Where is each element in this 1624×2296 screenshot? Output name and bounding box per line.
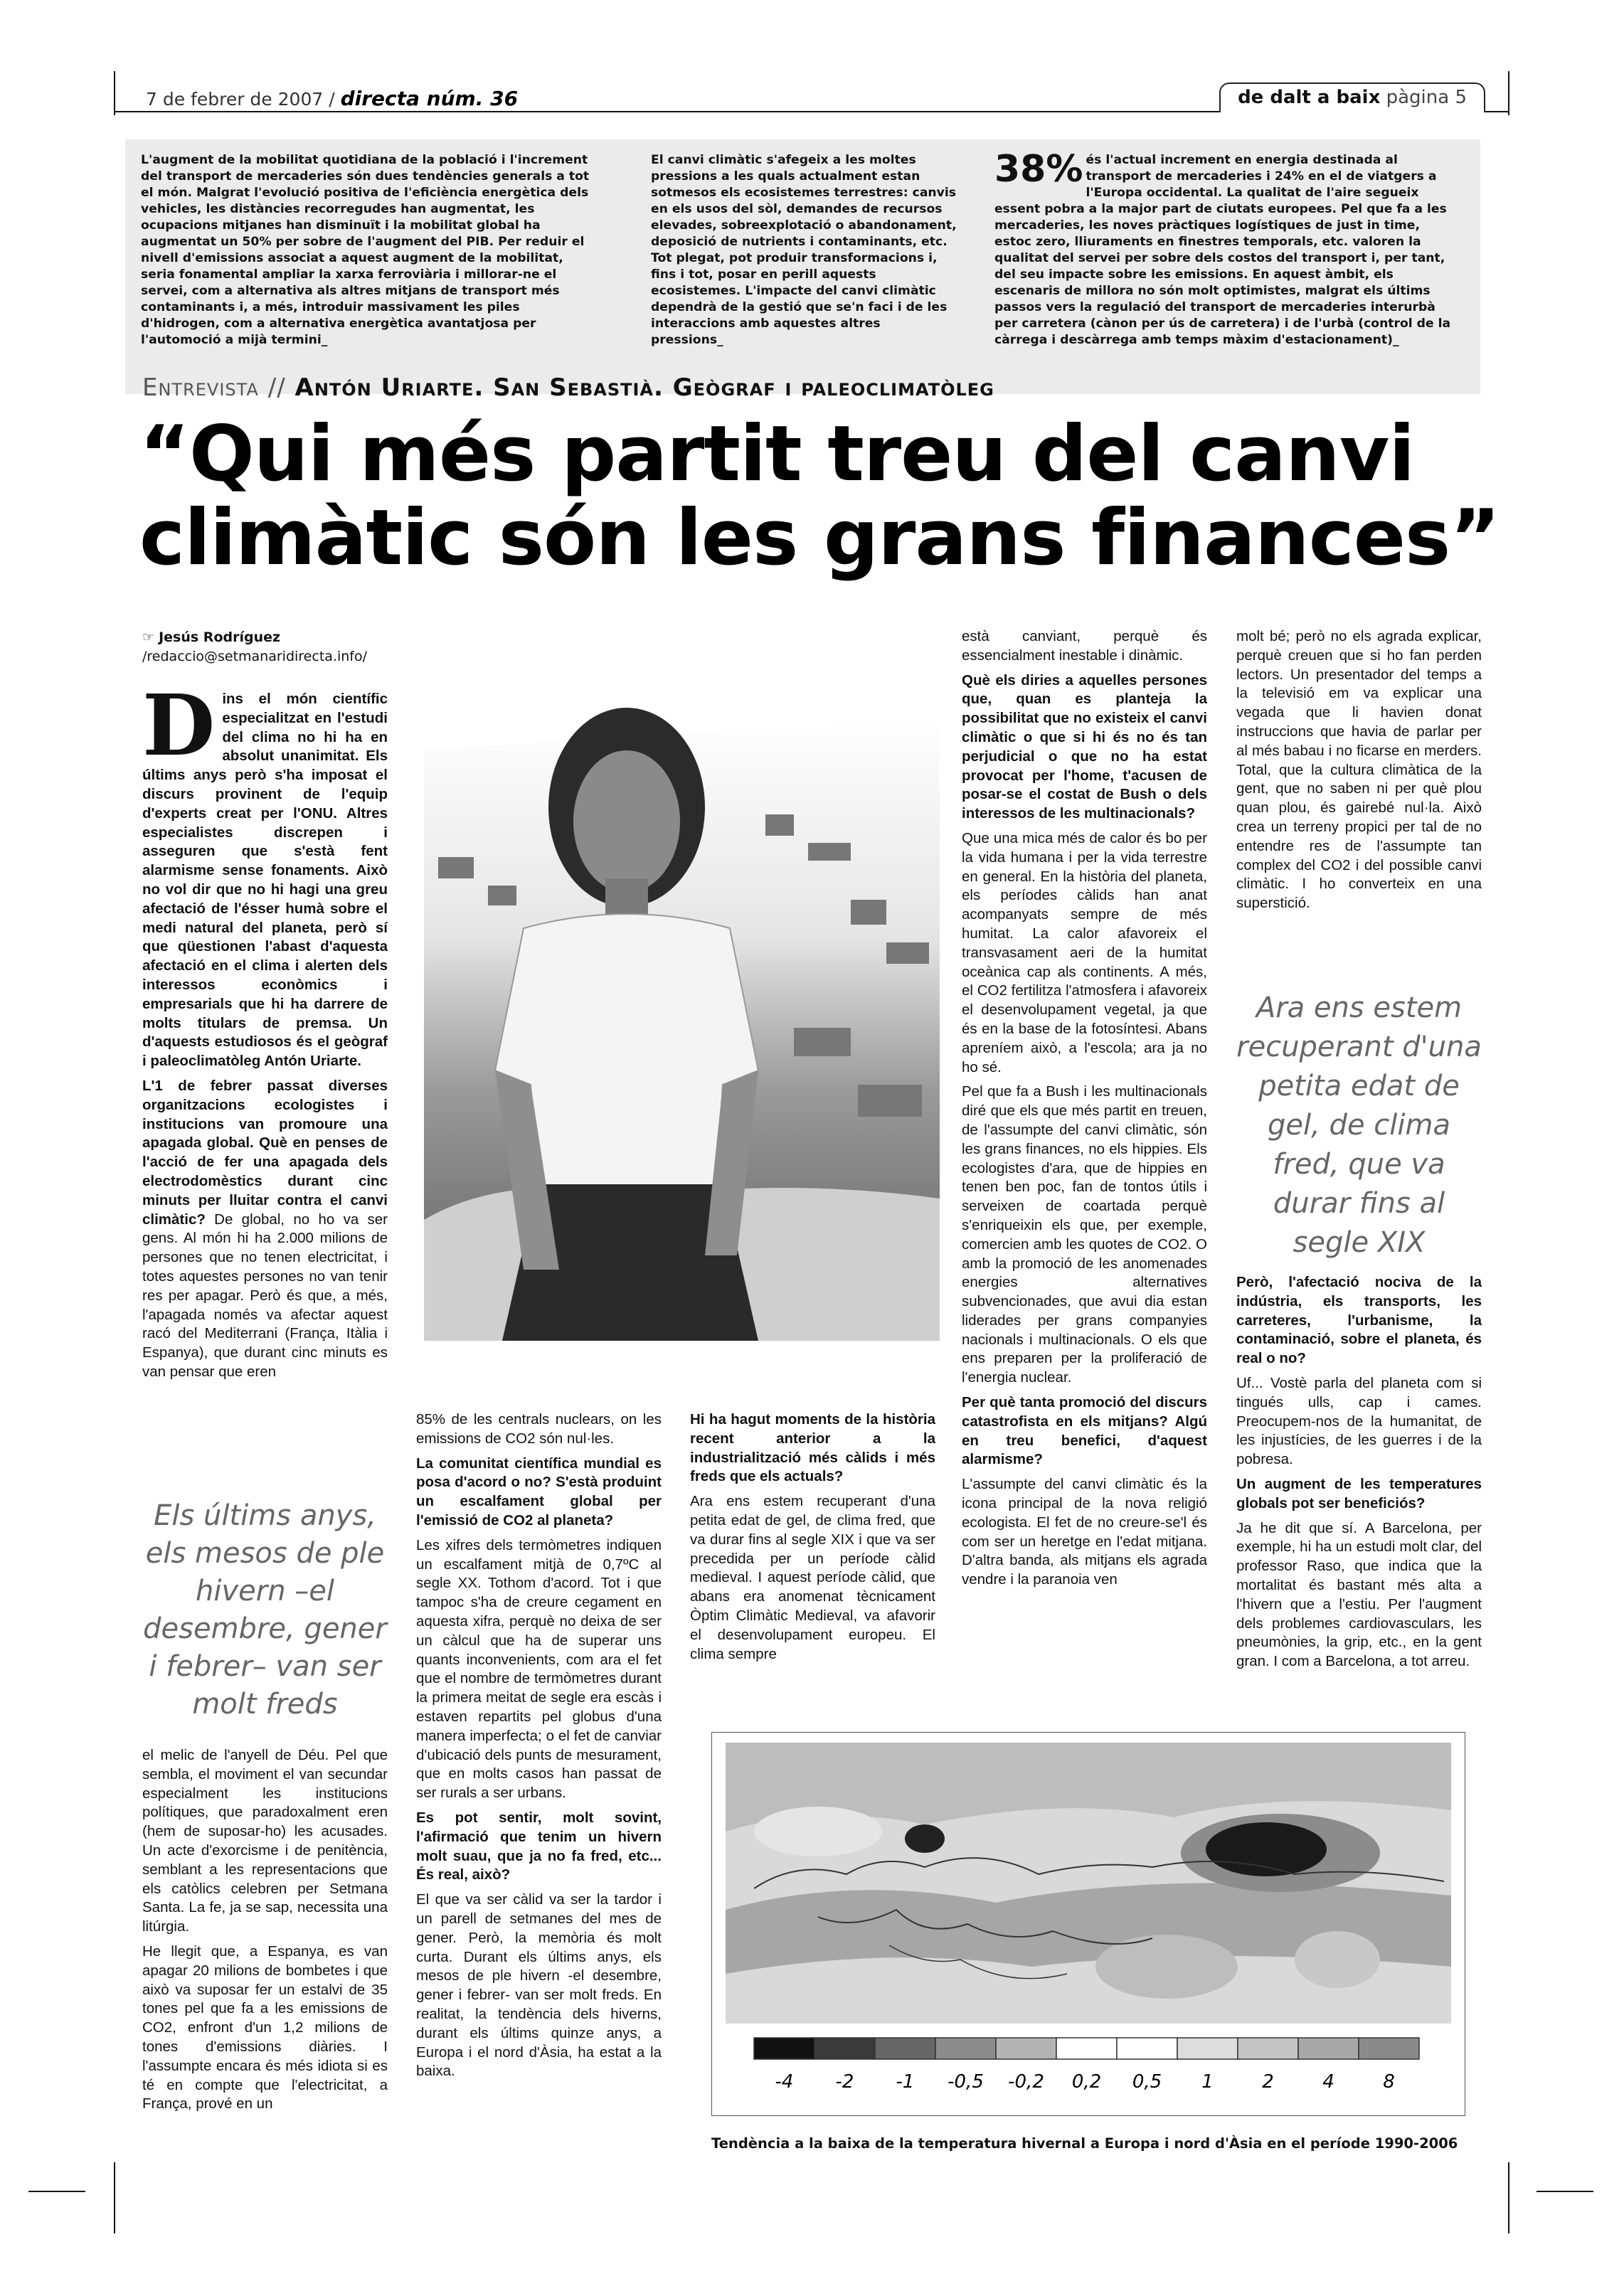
scale-label: 0,2 [1071, 2071, 1102, 2093]
scale-label: -0,5 [948, 2071, 984, 2093]
temperature-map [711, 1732, 1465, 2116]
column-5: molt bé; però no els agrada explicar, perquè creuen que si ho fan perden lectors. Un presentador del temps a la televisió em va explicar una vegada que li havien donat instruccions que havia de parlar per al més babau i no ficarse en merders. Total, que la cultura climàtica de la gent, que no saben ni per què plou quan plou, és gairebé nul·la. Això crea un terreny propici per tal de no entendre res de l'assumpte tan complex del CO2 i del possible canvi climàtic. I ho converteix en una superstició. [1236, 628, 1482, 912]
kicker: Entrevista // Antón Uriarte. San Sebastià. Geògraf i paleoclimatòleg [142, 373, 994, 402]
scale-label: -4 [775, 2071, 794, 2093]
scale-label: -1 [896, 2071, 915, 2093]
crop-mark [28, 2191, 85, 2192]
headline: “Qui més partit treu del canvi climàtic són les grans finances” [139, 410, 1500, 583]
drop-cap: D [142, 676, 216, 775]
section-tab: de dalt a baix pàgina 5 [1219, 83, 1485, 112]
info-box-right [994, 148, 1457, 349]
column-2: 85% de les centrals nuclears, on les emissions de CO2 són nul·les. La comunitat científica mundial es posa d'acord o no? S'està produint un escalfament global per l'emissió de CO2 al planeta? Les xifres dels termòmetres indiquen un escalfament mitjà de 0,7ºC al segle XX. Tothom d'acord. Tot i que tampoc s'ha de creure cegament en aquesta xifra, perquè no deixa de ser un càlcul que ha de superar uns quants inconvenients, com ara el fet que el nombre de termòmetres durant la primera meitat de segle era escàs i estaven repartits pel globus d'una manera imperfecta; o el fet de canviar d'ubicació dels punts de mesurament, que en molts casos han passat de ser rurals a ser urbans. Es pot sentir, molt sovint, l'afirmació que tenim un hivern molt suau, que ja no fa fred, etc... És real, això? El que va ser càlid va ser la tardor i un parell de setmanes del mes de gener. Però, la memòria és molt curta. Durant els últims anys, els mesos de ple hivern -el desembre, gener i febrer- van ser molt freds. En realitat, la tendència dels hiverns, durant els últims quinze anys, a Europa i el nord d'Àsia, ha estat a la baixa. [416, 1411, 662, 2080]
scale-label: 0,5 [1132, 2071, 1162, 2093]
scale-swatch [1117, 2038, 1177, 2059]
column-1: Dins el món científic especialitzat en l'estudi del clima no hi ha en absolut unanimitat. Els últims anys però s'ha imposat el discurs provinent de l'equip d'experts creat per l'ONU. Altres especialistes discrepen i asseguren que s'està fent alarmisme sense fonaments. Això no vol dir que no hi hagi una greu afectació de l'ésser humà sobre el medi natural del planeta, però sí que qüestionen l'abast d'aquesta afectació en el clima i alerten dels interessos econòmics i empresarials que hi ha darrere de molts titulars de premsa. Un d'aquests estudiosos és el geògraf i paleoclimatòleg Antón Uriarte. L'1 de febrer passat diverses organitzacions ecologistes i institucions van promoure una apagada global. Què en penses de l'acció de fer una apagada dels electrodomèstics durant cinc minuts per lluitar contra el canvi climàtic? De global, no ho va ser gens. Al món hi ha 2.000 milions de persones que no tenen electricitat, i totes aquestes persones no van tenir res per apagar. Però és que, a més, l'apagada només va afectar aquest racó del Mediterrani (França, Itàlia i Espanya), que durant cinc minuts es van pensar que eren [142, 676, 388, 1380]
column-4: està canviant, perquè és essencialment inestable i dinàmic. Què els diries a aquelles persones que, quan es planteja la possibilitat que no existeix el canvi climàtic o que si hi és no és tan perjudicial o que no ha estat provocat per l'home, t'acusen de posar-se el costat de Bush o dels interessos de les multinacionals? Que una mica més de calor és bo per la vida humana i per la vida terrestre en general. En la història del planeta, els períodes càlids han anat acompanyats sempre de més humitat. La calor afavoreix el transvasament aeri de la humitat oceànica cap als continents. A més, el CO2 fertilitza l'atmosfera i afavoreix el desenvolupament vegetal, ja que és en la base de la fotosíntesi. Abans apreníem això, a l'escola; ara ja no ho sé. Pel que fa a Bush i les multinacionals diré que els que més partit en treuen, de l'assumpte del canvi climàtic, són les grans finances, no els hippies. Els ecologistes d'ara, que de hippies en tenen ben poc, fan de tontos útils i serveixen de coartada perquè s'enriqueixin els que, per exemple, comercien amb les quotes de CO2. O amb la promoció de les anomenades energies alternatives subvencionades, que avui dia estan liderades per grans companyies nacionals i multinacionals. O els que ens preparen per la proliferació de l'energia nuclear. Per què tanta promoció del discurs catastrofista en els mitjans? Algú en treu benefici, d'aquest alarmisme? L'assumpte del canvi climàtic és la icona principal de la nova religió ecologista. El fet de no creure-se'l és com ser un heretge en l'edat mitjana. D'altra banda, als mitjans els agrada vendre i la paranoia ven [962, 628, 1207, 1588]
crop-mark [114, 2162, 115, 2233]
map-caption: Tendència a la baixa de la temperatura hivernal a Europa i nord d'Àsia en el període 1990-2006 [711, 2135, 1458, 2152]
scale-swatch [1298, 2038, 1359, 2059]
scale-label: -2 [835, 2071, 854, 2093]
crop-mark [1508, 71, 1509, 115]
column-1-continued: el melic de l'anyell de Déu. Pel que sembla, el moviment el van secundar especialment les institucions polítiques, que paradoxalment eren (hem de suposar-ho) les acusades. Un acte d'exorcisme i de penitència, semblant a les representacions que els catòlics celebren per Setmana Santa. La fe, ja se sap, necessita una litúrgia. He llegit que, a Espanya, es van apagar 20 milions de bombetes i que això va suposar fer un estalvi de 35 tones pel que fa a les emissions de CO2, enfront d'un 1,2 milions de tones d'emissions diàries. I l'assumpte encara és més idiota si es té en compte que l'electricitat, a França, prové en un [142, 1747, 388, 2112]
scale-swatch [875, 2038, 935, 2059]
pointing-hand-icon: ☞ [142, 629, 155, 645]
info-box-left: L'augment de la mobilitat quotidiana de la població i l'increment del transport de mercaderies són dues tendències generals a tot el món. Malgrat l'evolució positiva de l'eficiència energètica dels vehicles, les distàncies recorregudes han augmentat, les ocupacions mitjanes han disminuït i la mobilitat global ha augmentat un 50% per sobre de l'augment del PIB. Per reduir el nivell d'emissions associat a aquest augment de la mobilitat, seria fonamental ampliar la xarxa ferroviària i millorar-ne el servei, com a alternativa als altres mitjans de transport més contaminants i, a més, introduir massivament les piles d'hidrogen, com a alternativa energètica avantatjosa per l'automoció a mijà termini_ [141, 153, 590, 347]
map-field [726, 1743, 1451, 2024]
crop-mark [1508, 2162, 1509, 2233]
pull-quote: Ara ens estem recuperant d'una petita edat de gel, de clima fred, que va durar fins al segle XIX [1236, 992, 1482, 1259]
scale-swatch [754, 2038, 814, 2059]
header-date: 7 de febrer de 2007 / directa núm. 36 [146, 87, 519, 110]
publication-name: directa núm. 36 [340, 87, 519, 110]
scale-swatch [1359, 2038, 1419, 2059]
info-box-middle: El canvi climàtic s'afegeix a les moltes pressions a les quals actualment estan sotmesos els ecosistemes terrestres: canvis en els usos del sòl, demandes de recursos elevades, sobreexplotació o abandonament, deposició de nutrients i contaminants, etc. Tot plegat, pot produir transformacions i, fins i tot, posar en perill aquests ecosistemes. L'impacte del canvi climàtic dependrà de la gestió que se'n faci i de les interaccions amb aquestes altres pressions_ [651, 153, 957, 347]
byline [142, 628, 367, 666]
crop-mark [114, 71, 115, 115]
scale-label: 4 [1322, 2071, 1334, 2093]
scale-label: 2 [1262, 2071, 1274, 2093]
author-email: /redaccio@setmanaridirecta.info/ [142, 649, 367, 664]
scale-swatch [1238, 2038, 1298, 2059]
scale-label: 1 [1201, 2071, 1214, 2093]
scale-swatch [935, 2038, 996, 2059]
stat-figure: 38% [994, 148, 1083, 191]
scale-label: -0,2 [1008, 2071, 1044, 2093]
author-name: Jesús Rodríguez [159, 629, 281, 645]
scale-label: 8 [1383, 2071, 1395, 2093]
scale-swatch [1177, 2038, 1238, 2059]
scale-swatch [814, 2038, 875, 2059]
scale-swatch [1056, 2038, 1117, 2059]
column-3: Hi ha hagut moments de la història recent anterior a la industrialització més càlids i més freds que els actuals? Ara ens estem recuperant d'una petita edat de gel, de clima fred, que va durar fins al segle XIX i que va ser precedida per un període càlid medieval. I aquest període càlid, que abans era anomenat tècnicament Òptim Climàtic Medieval, va afavorir el desenvolupament europeu. El clima sempre [690, 1411, 935, 1662]
pull-quote: Els últims anys, els mesos de ple hivern –el desembre, gener i febrer– van ser molt freds [143, 1499, 387, 1721]
stat-text: és l'actual increment en energia destinada al transport de mercaderies i 24% en el de viatgers a l'Europa occidental. La qualitat de l'aire segueix essent pobra a la major part de ciutats europees. Pel que fa a les mercaderies, les noves pràctiques logístiques de just in time, estoc zero, lliuraments en finestres temporals, etc. valoren la qualitat del servei per sobre dels costos del transport i, per tant, del seu impacte sobre les emissions. En aquest àmbit, els escenaris de millora no són molt optimistes, malgrat els últims passos vers la regulació del transport de mercaderies interurbà per carretera (cànon per ús de carretera) i de l'urbà (control de la càrrega i descàrrega amb temps màxim d'estacionament)_ [994, 153, 1451, 347]
scale-swatch [996, 2038, 1056, 2059]
interview-photo [424, 629, 940, 1341]
crop-mark [1537, 2191, 1593, 2192]
column-5-continued: Però, l'afectació nociva de la indústria, els transports, les carreteres, l'urbanisme, la contaminació, sobre el planeta, és real o no? Uf... Vostè parla del planeta com si tingués ulls, cap i cames. Preocupem-nos de la humanitat, de les injustícies, de les guerres i de la pobresa. Un augment de les temperatures globals pot ser beneficiós? Ja he dit que sí. A Barcelona, per exemple, hi ha un estudi molt clar, del professor Raso, que indica que la mortalitat és bastant més alta a l'hivern que a l'estiu. Per l'augment dels problemes cardiovasculars, les pneumònies, la grip, etc., en la gent gran. I com a Barcelona, a tot arreu. [1236, 1274, 1482, 1670]
